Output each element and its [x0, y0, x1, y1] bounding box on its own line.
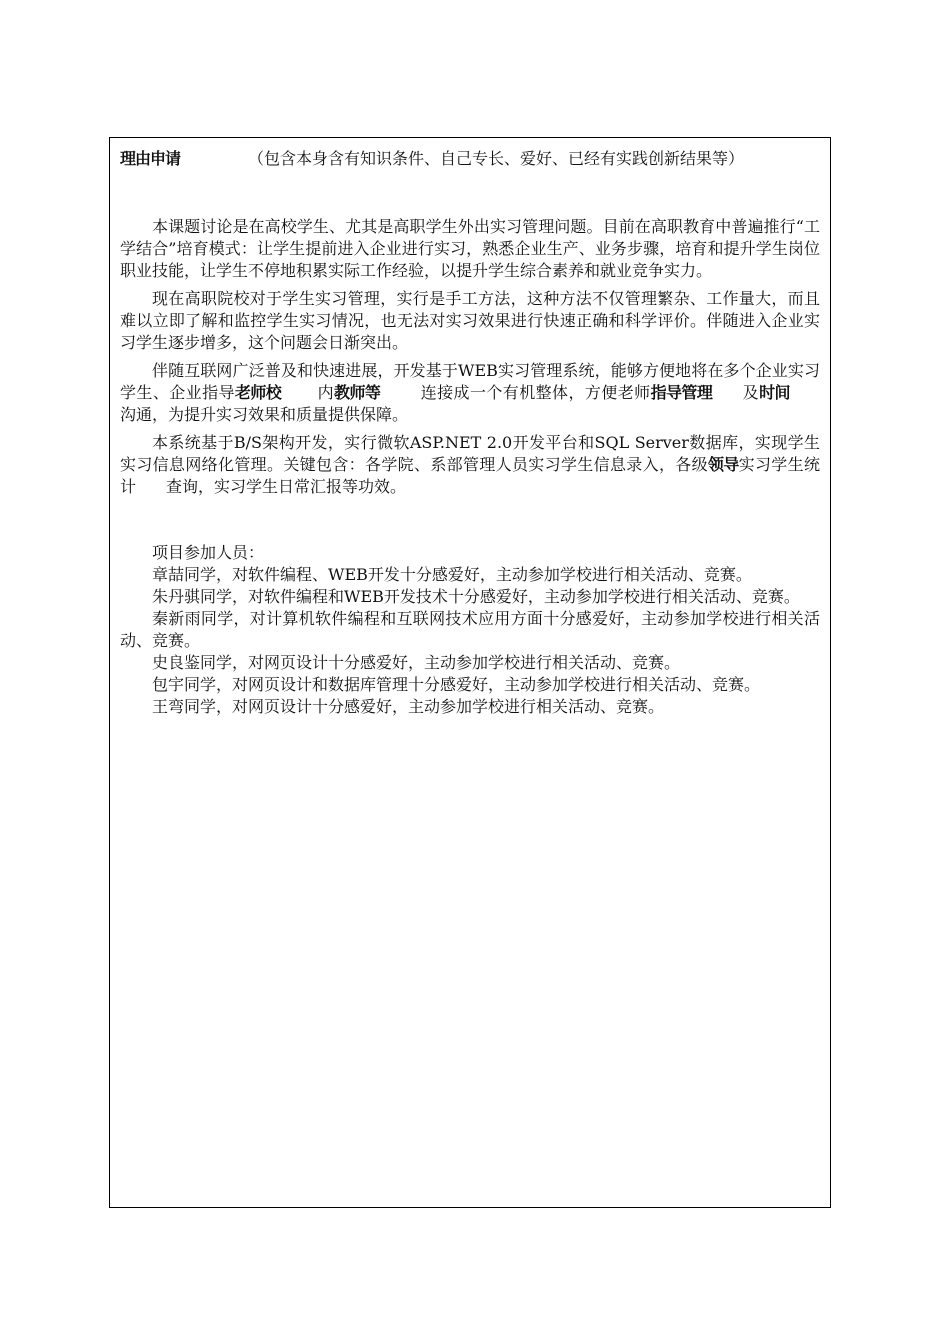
heading-label: 理由申请	[120, 149, 181, 168]
member-line: 章喆同学，对软件编程、WEB开发十分感爱好，主动参加学校进行相关活动、竞赛。	[152, 565, 752, 584]
heading-note: （包含本身含有知识条件、自己专长、爱好、已经有实践创新结果等）	[248, 149, 745, 168]
paragraph-background: 本课题讨论是在高校学生、尤其是高职学生外出实习管理问题。目前在高职教育中普遍推行“工学结合”培育模式：让学生提前进入企业进行实习，熟悉企业生产、业务步骤，培育和提升学生岗位职业技能，让学生不停地积累实际工作经验，以提升学生综合素养和就业竞争实力。	[120, 217, 820, 280]
p3-text-g: 管理	[681, 383, 713, 402]
member-line: 包宇同学，对网页设计和数据库管理十分感爱好，主动参加学校进行相关活动、竞赛。	[152, 675, 761, 694]
paragraph-system	[120, 432, 820, 498]
member-line: 王弯同学，对网页设计十分感爱好，主动参加学校进行相关活动、竞赛。	[152, 697, 665, 716]
p3-text-j: 沟通，为提升实习效果和质量提供保障。	[120, 405, 409, 424]
members-title: 项目参加人员：	[152, 543, 265, 562]
member-line: 史良鉴同学，对网页设计十分感爱好，主动参加学校进行相关活动、竞赛。	[152, 653, 681, 672]
paragraph-problem: 现在高职院校对于学生实习管理，实行是手工方法，这种方法不仅管理繁杂、工作量大，而且难以立即了解和监控学生实习情况，也无法对实习效果进行快速正确和科学评价。伴随进入企业实习学生逐步增多，这个问题会日渐突出。	[120, 289, 820, 352]
section-heading	[120, 148, 820, 170]
p3-text-e: 连接成一个有机整体，方便老师	[420, 383, 651, 402]
p4-text-d: 查询，实习学生日常汇报等功效。	[166, 477, 407, 496]
p3-text-i: 时间	[759, 383, 790, 402]
members-section	[120, 542, 820, 718]
p3-text-b1: 老师	[234, 383, 266, 402]
p3-text-d: 教师等	[334, 383, 381, 402]
p4-text-c: 实习学生统计	[120, 455, 820, 496]
p3-text-h: 及	[742, 383, 760, 402]
p3-text-a: 伴随互联网广泛普及和快速进展，开发基于WEB实习管理系统，能够方便地将在多个企业实习学生、企业指导	[120, 361, 820, 402]
paragraph-solution	[120, 360, 820, 426]
p3-text-b2: 校	[265, 383, 282, 402]
p3-text-c: 内	[317, 383, 335, 402]
p3-text-f: 指导	[650, 383, 682, 402]
form-content	[120, 148, 820, 718]
p4-text-b: 领导	[707, 455, 739, 474]
application-form-box	[109, 137, 831, 1208]
p4-text-a: 本系统基于B/S架构开发，实行微软ASP.NET 2.0开发平台和SQL Server数据库，实现学生实习信息网络化管理。关键包含：各学院、系部管理人员实习学生信息录入，各级	[120, 433, 820, 474]
member-line: 朱丹骐同学，对软件编程和WEB开发技术十分感爱好，主动参加学校进行相关活动、竞赛。	[152, 587, 800, 606]
member-line: 秦新雨同学，对计算机软件编程和互联网技术应用方面十分感爱好，主动参加学校进行相关活动、竞赛。	[120, 609, 820, 650]
